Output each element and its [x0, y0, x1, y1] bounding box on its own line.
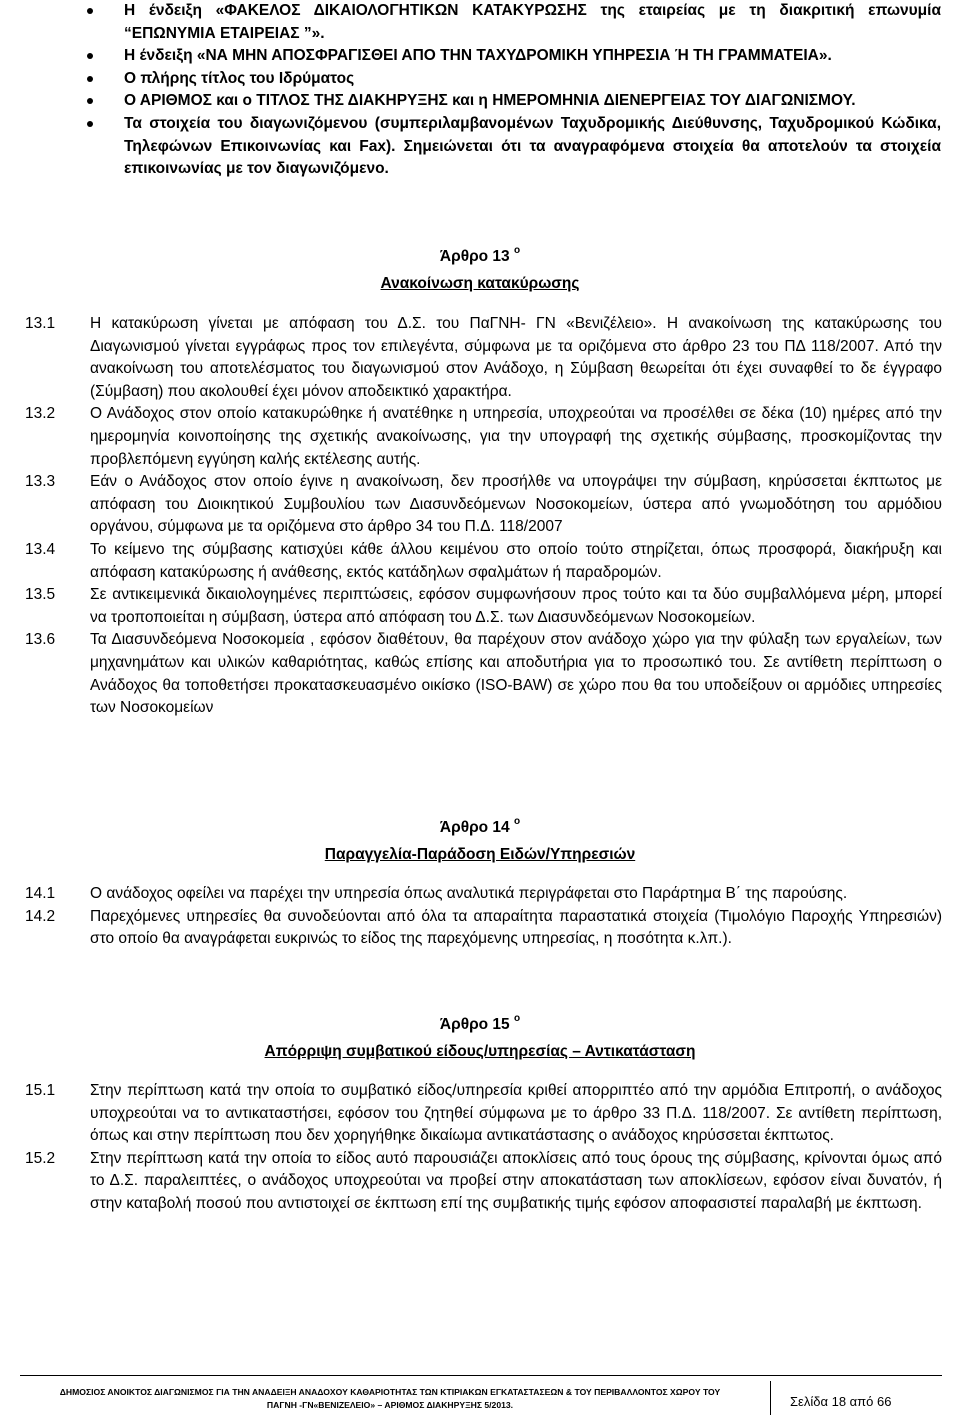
clause-13-5: 13.5 Σε αντικειμενικά δικαιολογημένες περιπτώσεις, εφόσον συμφωνήσουν προς τούτο και τα δύο συμβαλλόμενα μέρη, μπορεί να τροποποιείται η σύμβαση, ύστερα από απόφαση του Δ.Σ. των Διασυνδεόμενων Νοσοκομείων. [25, 586, 942, 626]
bullet-dot-icon [87, 98, 93, 104]
clause-13-2: 13.2 Ο Ανάδοχος στον οποίο κατακυρώθηκε ή ανατέθηκε η υπηρεσία, υποχρεούται να προσέλθει σε δέκα (10) ημέρες από την ημερομηνία κοινοποίησης της σχετικής ανακοίνωσης, για την υπογραφή της σχετικής σύμβασης, προσκομίζοντας την προβλεπόμενη εγγύηση καλής εκτέλεσης αυτής. [25, 405, 942, 468]
footer-tender-title: ΔΗΜΟΣΙΟΣ ΑΝΟΙΚΤΟΣ ΔΙΑΓΩΝΙΣΜΟΣ ΓΙΑ ΤΗΝ ΑΝΑΔΕΙΞΗ ΑΝΑΔΟΧΟΥ ΚΑΘΑΡΙΟΤΗΤΑΣ ΤΩΝ ΚΤΙΡΙΑΚΩΝ ΕΓΚΑΤΑΣΤΑΣΕΩΝ & ΤΟΥ ΠΕΡΙΒΑΛΛΟΝΤΟΣ ΧΩΡΟΥ ΤΟΥ ΠΑΓΝΗ -ΓΝ«ΒΕΝΙΖΕΛΕΙΟ» – ΑΡΙΘΜΟΣ ΔΙΑΚΗΡΥΞΗΣ 5/2013. [59, 1387, 721, 1410]
article-13-clauses [0, 313, 960, 720]
bullet-item: Η ένδειξη «ΝΑ ΜΗΝ ΑΠΟΣΦΡΑΓΙΣΘΕΙ ΑΠΟ ΤΗΝ ΤΑΧΥΔΡΟΜΙΚΗ ΥΠΗΡΕΣΙΑ Ή ΤΗ ΓΡΑΜΜΑΤΕΙΑ». [0, 45, 960, 68]
clause-15-1: 15.1 Στην περίπτωση κατά την οποία το συμβατικό είδος/υπηρεσία κριθεί απορριπτέο από την αρμόδια Επιτροπή, ο ανάδοχος υποχρεούται να το αντικαταστήσει, εφόσον του ζητηθεί σύμφωνα με το άρθρο 33 Π.Δ. 118/2007. Σε αντίθετη περίπτωση, όπως και στην περίπτωση που δεν χορηγήθηκε δικαίωμα αντικατάστασης ο ανάδοχος κηρύσσεται έκπτωτος. [25, 1082, 942, 1145]
article-15-clauses [0, 1080, 960, 1216]
bullet-dot-icon [87, 121, 93, 127]
article-14-heading: Άρθρο 14 $^o$ Παραγγελία-Παράδοση Ειδών/Υπηρεσιών [0, 817, 960, 866]
clause-13-1: 13.1 Η κατακύρωση γίνεται με απόφαση του Δ.Σ. του ΠαΓΝΗ- ΓΝ «Βενιζέλειο». Η ανακοίνωση της κατακύρωσης του Διαγωνισμού γίνεται εγγράφως προς τον επιλεγέντα, σύμφωνα με τα οριζόμενα στο άρθρο 23 του ΠΔ 118/2007. Από την ανακοίνωση του αποτελέσματος του διαγωνισμού στον Ανάδοχο, η Σύμβαση θεωρείται ότι έχει συναφθεί το δε έγγραφο (Σύμβαση) που ακολουθεί έχει μόνον αποδεικτικό χαρακτήρα. [25, 315, 942, 400]
article-13-heading: Άρθρο 13 $^o$ Ανακοίνωση κατακύρωσης [0, 246, 960, 295]
clause-14-1: 14.1 Ο ανάδοχος οφείλει να παρέχει την υπηρεσία όπως αναλυτικά περιγράφεται στο Παράρτημα Β΄ της παρούσης. [25, 885, 848, 902]
bullet-item: Τα στοιχεία του διαγωνιζόμενου (συμπεριλαμβανομένων Ταχυδρομικής Διεύθυνσης, Ταχυδρομικού Κώδικα, Τηλεφώνων Επικοινωνίας και Fax). Σημειώνεται ότι τα αναγραφόμενα στοιχεία θα αποτελούν τα στοιχεία επικοινωνίας με τον διαγωνιζόμενο. [0, 113, 960, 181]
article-14-clauses [0, 883, 960, 951]
bullet-dot-icon [87, 53, 93, 59]
clause-15-2: 15.2 Στην περίπτωση κατά την οποία το είδος αυτό παρουσιάζει αποκλίσεις από τους όρους της σύμβασης, κρίνονται όμως από το Δ.Σ. παραλειπτέες, ο ανάδοχος υποχρεούται να προβεί στην αποκατάσταση των αποκλίσεων, εφόσον είναι δυνατόν, ή στην καταβολή ποσού που αντιστοιχεί σε έκπτωση επί της συμβατικής τιμής εφόσον αποφασιστεί παραλαβή με έκπτωση. [25, 1149, 942, 1212]
clause-14-2: 14.2 Παρεχόμενες υπηρεσίες θα συνοδεύονται από όλα τα απαραίτητα παραστατικά στοιχεία (Τιμολόγιο Παροχής Υπηρεσιών) στο οποίο θα αναγράφεται ευκρινώς το είδος της παρεχόμενης υπηρεσίας, η ποσότητα κ.λπ.). [25, 907, 942, 948]
page-number: Σελίδα 18 από 66 [790, 1394, 892, 1409]
bullet-item: Η ένδειξη «ΦΑΚΕΛΟΣ ΔΙΚΑΙΟΛΟΓΗΤΙΚΩΝ ΚΑΤΑΚΥΡΩΣΗΣ της εταιρείας με τη διακριτική επωνυμία “ΕΠΩΝΥΜΙΑ ΕΤΑΙΡΕΙΑΣ ”». [0, 0, 960, 45]
article-14-title: Παραγγελία-Παράδοση Ειδών/Υπηρεσιών [324, 845, 636, 863]
clause-13-4: 13.4 Το κείμενο της σύμβασης κατισχύει κάθε άλλου κειμένου στο οποίο τούτο στηρίζεται, όπως προσφορά, διακήρυξη και απόφαση κατακύρωσης ή ανάθεσης, εκτός κατάδηλων σφαλμάτων ή παραδρομών. [25, 540, 942, 581]
bullet-item: Ο πλήρης τίτλος του Ιδρύματος [0, 68, 960, 91]
footer-divider [20, 1375, 942, 1376]
article-13-title: Ανακοίνωση κατακύρωσης [380, 274, 580, 292]
footer-separator [770, 1381, 771, 1415]
clause-13-6: 13.6 Τα Διασυνδεόμενα Νοσοκομεία , εφόσον διαθέτουν, θα παρέχουν στον ανάδοχο χώρο για την φύλαξη των εργαλείων, των μηχανημάτων και υλικών καθαριότητας, καθώς επίσης και αποδυτήρια για το προσωπικό του. Σε αντίθετη περίπτωση ο Ανάδοχος θα τοποθετήσει προκατασκευασμένο οικίσκο (ISO-BAW) σε χώρο που θα του υποδείξουν οι αρμόδιες υπηρεσίες των Νοσοκομείων [25, 631, 942, 717]
page-footer [0, 1375, 960, 1418]
clause-13-3: 13.3 Εάν ο Ανάδοχος στον οποίο έγινε η ανακοίνωση, δεν προσήλθε να υπογράψει την σύμβαση, κηρύσσεται έκπτωτος με απόφαση του Διοικητικού Συμβουλίου των Διασυνδεόμενων Νοσοκομείων, ύστερα από γνωμοδότηση του αρμόδιου οργάνου, σύμφωνα με τα οριζόμενα στο άρθρο 34 του Π.Δ. 118/2007 [25, 473, 942, 536]
envelope-label-requirements [0, 0, 960, 181]
article-15-heading: Άρθρο 15 $^o$ Απόρριψη συμβατικού είδους/υπηρεσίας – Αντικατάσταση [0, 1014, 960, 1063]
article-15-title: Απόρριψη συμβατικού είδους/υπηρεσίας – Αντικατάσταση [264, 1042, 696, 1060]
bullet-item: Ο ΑΡΙΘΜΟΣ και ο ΤΙΤΛΟΣ ΤΗΣ ΔΙΑΚΗΡΥΞΗΣ και η ΗΜΕΡΟΜΗΝΙΑ ΔΙΕΝΕΡΓΕΙΑΣ ΤΟΥ ΔΙΑΓΩΝΙΣΜΟΥ. [0, 90, 960, 113]
bullet-dot-icon [87, 76, 93, 82]
bullet-dot-icon [87, 8, 93, 14]
